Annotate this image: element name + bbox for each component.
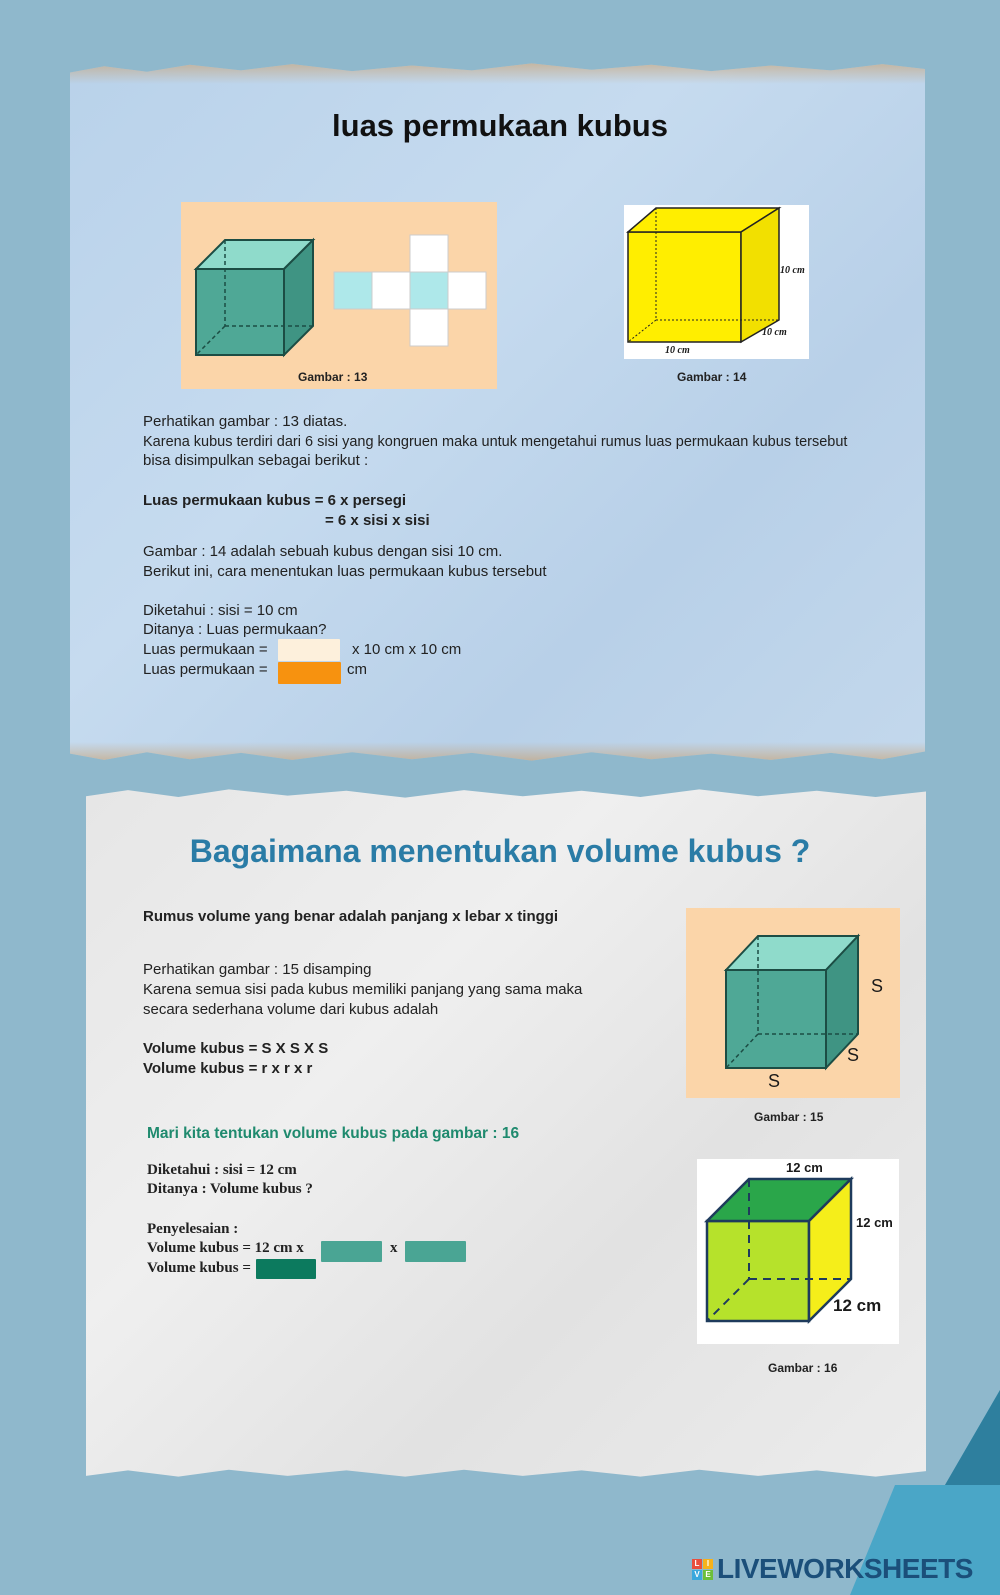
calc-volume-label-2: Volume kubus = bbox=[147, 1260, 251, 1276]
calc-luas-rest: x 10 cm x 10 cm bbox=[352, 641, 462, 658]
fig15-label-height: S bbox=[871, 976, 884, 996]
caption-figure-15: Gambar : 15 bbox=[754, 1110, 824, 1124]
page-title-luas: luas permukaan kubus bbox=[332, 108, 668, 143]
para-sisi-sama: Karena semua sisi pada kubus memiliki panjang yang sama maka bbox=[143, 981, 583, 998]
liveworksheets-logo[interactable] bbox=[692, 1552, 973, 1586]
answer-input-volume-factor-2[interactable] bbox=[405, 1241, 466, 1262]
para-cara-menentukan: Berikut ini, cara menentukan luas permukaan kubus tersebut bbox=[143, 563, 547, 580]
formula-volume-r: Volume kubus = r x r x r bbox=[143, 1060, 313, 1077]
para-gambar-14: Gambar : 14 adalah sebuah kubus dengan sisi 10 cm. bbox=[143, 543, 503, 560]
figure-14 bbox=[624, 205, 809, 359]
formula-luas-1: Luas permukaan kubus = 6 x persegi bbox=[143, 492, 407, 509]
para-disimpulkan: bisa disimpulkan sebagai berikut : bbox=[143, 452, 369, 469]
logo-badge-icon bbox=[692, 1559, 713, 1580]
rule-volume: Rumus volume yang benar adalah panjang x lebar x tinggi bbox=[143, 908, 559, 925]
calc-volume-label-1: Volume kubus = 12 cm x bbox=[147, 1240, 304, 1256]
formula-luas-2: = 6 x sisi x sisi bbox=[325, 512, 430, 529]
fig15-label-depth: S bbox=[847, 1045, 860, 1065]
para-kongruen: Karena kubus terdiri dari 6 sisi yang kongruen maka untuk mengetahui rumus luas permukaan kubus tersebut bbox=[143, 434, 848, 450]
asked-luas: Ditanya : Luas permukaan? bbox=[143, 621, 327, 638]
calc-luas-unit: cm bbox=[347, 661, 367, 678]
answer-input-luas-factor[interactable] bbox=[278, 639, 340, 661]
calc-luas-label-2: Luas permukaan = bbox=[143, 661, 268, 678]
logo-text: LIVEWORKSHEETS bbox=[717, 1553, 973, 1584]
fig14-label-width: 10 cm bbox=[665, 345, 690, 356]
answer-input-luas-result[interactable] bbox=[278, 662, 341, 684]
logo-badge-i: I bbox=[703, 1559, 713, 1569]
answer-input-volume-result[interactable] bbox=[256, 1259, 316, 1279]
answer-input-volume-factor-1[interactable] bbox=[321, 1241, 382, 1262]
formula-volume-s: Volume kubus = S X S X S bbox=[143, 1040, 329, 1057]
known-luas: Diketahui : sisi = 10 cm bbox=[143, 602, 298, 619]
known-volume: Diketahui : sisi = 12 cm bbox=[147, 1162, 297, 1178]
fig14-label-depth: 10 cm bbox=[762, 327, 787, 338]
para-perhatikan-13: Perhatikan gambar : 13 diatas. bbox=[143, 413, 348, 430]
cube-net-illustration bbox=[181, 202, 497, 389]
figure-15 bbox=[686, 908, 900, 1098]
logo-badge-l: L bbox=[692, 1559, 702, 1569]
logo-badge-v: V bbox=[692, 1570, 702, 1580]
figure-13 bbox=[181, 202, 497, 389]
page-title-volume: Bagaimana menentukan volume kubus ? bbox=[189, 833, 811, 869]
fig14-label-height: 10 cm bbox=[780, 265, 805, 276]
fig16-label-bottom: 12 cm bbox=[833, 1296, 882, 1315]
calc-luas-label-1: Luas permukaan = bbox=[143, 641, 268, 658]
green-yellow-cube-illustration bbox=[697, 1159, 899, 1344]
para-perhatikan-15: Perhatikan gambar : 15 disamping bbox=[143, 961, 372, 978]
figure-16 bbox=[697, 1159, 899, 1344]
caption-figure-16: Gambar : 16 bbox=[768, 1361, 838, 1375]
teal-cube-illustration bbox=[686, 908, 900, 1098]
calc-volume-x: x bbox=[390, 1240, 398, 1256]
fig16-label-right: 12 cm bbox=[856, 1215, 893, 1230]
asked-volume: Ditanya : Volume kubus ? bbox=[147, 1181, 313, 1197]
logo-badge-e: E bbox=[703, 1570, 713, 1580]
caption-figure-13: Gambar : 13 bbox=[298, 370, 368, 384]
para-sederhana: secara sederhana volume dari kubus adalah bbox=[143, 1001, 439, 1018]
solve-label: Penyelesaian : bbox=[147, 1221, 239, 1237]
fig16-label-top: 12 cm bbox=[786, 1160, 823, 1175]
fig15-label-width: S bbox=[768, 1071, 781, 1091]
subtitle-gambar-16: Mari kita tentukan volume kubus pada gambar : 16 bbox=[147, 1125, 520, 1142]
caption-figure-14: Gambar : 14 bbox=[677, 370, 747, 384]
